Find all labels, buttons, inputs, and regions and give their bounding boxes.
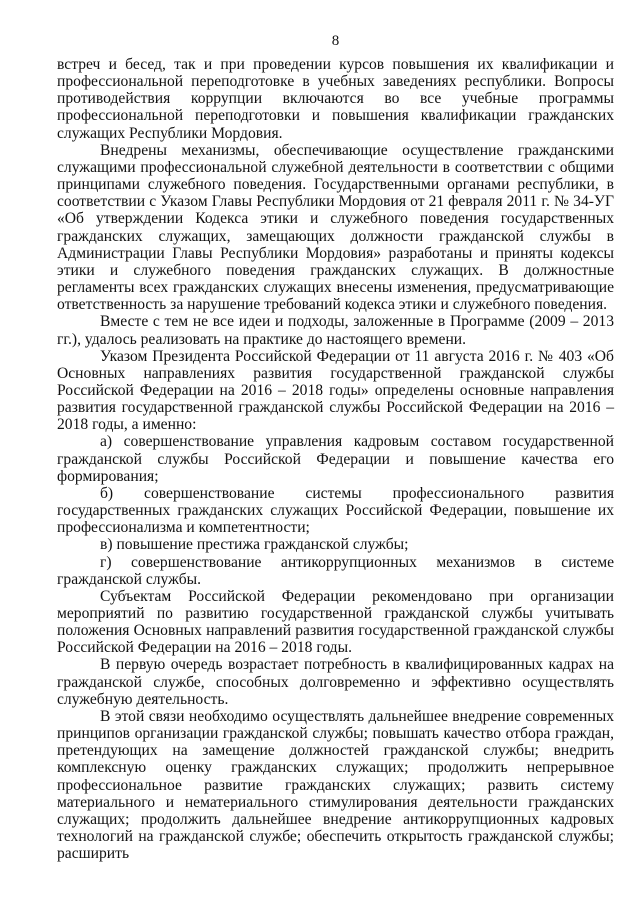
paragraph-5: Субъектам Российской Федерации рекомендовано при организации мероприятий по развитию государственной гражданской службы учитывать положения Основных направлений развития государственной гражданской службы Российской Федерации на 2016 – 2018 годы.: [57, 587, 614, 657]
list-item-a: а) совершенствование управления кадровым составом государственной гражданской службы Российской Федерации и повышение качества его формирования;: [57, 433, 614, 485]
paragraph-7: В этой связи необходимо осуществлять дальнейшее внедрение современных принципов организации гражданской службы; повышать качество отбора граждан, претендующих на замещение должностей гражданской службы; внедрить комплексную оценку гражданских служащих; продолжить непрерывное профессиональное развитие гражданских служащих; развить систему материального и нематериального стимулирования деятельности гражданских служащих; продолжить дальнейшее внедрение антикоррупционных кадровых технологий на гражданской службе; обеспечить открытость гражданской службы; расширить: [57, 707, 614, 863]
paragraph-1: встреч и бесед, так и при проведении курсов повышения их квалификации и профессиональной переподготовке в учебных заведениях республики. Вопросы противодействия коррупции включаются во все учебные программы профессиональной переподготовки и повышения квалификации гражданских служащих Республики Мордовия.: [57, 56, 614, 142]
paragraph-4: Указом Президента Российской Федерации от 11 августа 2016 г. № 403 «Об Основных направлениях развития государственной гражданской службы Российской Федерации на 2016 – 2018 годы» определены основные направления развития государственной гражданской службы Российской Федерации на 2016 – 2018 годы, а именно:: [57, 347, 614, 434]
document-body: [57, 56, 614, 862]
paragraph-6: В первую очередь возрастает потребность в квалифицированных кадрах на гражданской службе, способных долговременно и эффективно осуществлять служебную деятельность.: [57, 656, 614, 708]
list-item-d: г) совершенствование антикоррупционных механизмов в системе гражданской службы.: [57, 553, 614, 588]
list-item-c: в) повышение престижа гражданской службы;: [100, 536, 409, 554]
list-item-b: б) совершенствование системы профессионального развития государственных гражданских служащих Российской Федерации, повышение их профессионализма и компетентности;: [57, 484, 614, 537]
page-number: 8: [331, 33, 340, 49]
paragraph-3: Вместе с тем не все идеи и подходы, заложенные в Программе (2009 – 2013 гг.), удалось реализовать на практике до настоящего времени.: [57, 313, 614, 348]
paragraph-2: Внедрены механизмы, обеспечивающие осуществление гражданскими служащими профессиональной служебной деятельности в соответствии с общими принципами служебного поведения. Государственными органами республики, в соответствии с Указом Главы Республики Мордовия от 21 февраля 2011 г. № 34-УГ «Об утверждении Кодекса этики и служебного поведения государственных гражданских служащих, замещающих должности гражданской службы в Администрации Главы Республики Мордовия» разработаны и приняты кодексы этики и служебного поведения гражданских служащих. В должностные регламенты всех гражданских служащих внесены изменения, предусматривающие ответственность за нарушение требований кодекса этики и служебного поведения.: [57, 141, 614, 314]
